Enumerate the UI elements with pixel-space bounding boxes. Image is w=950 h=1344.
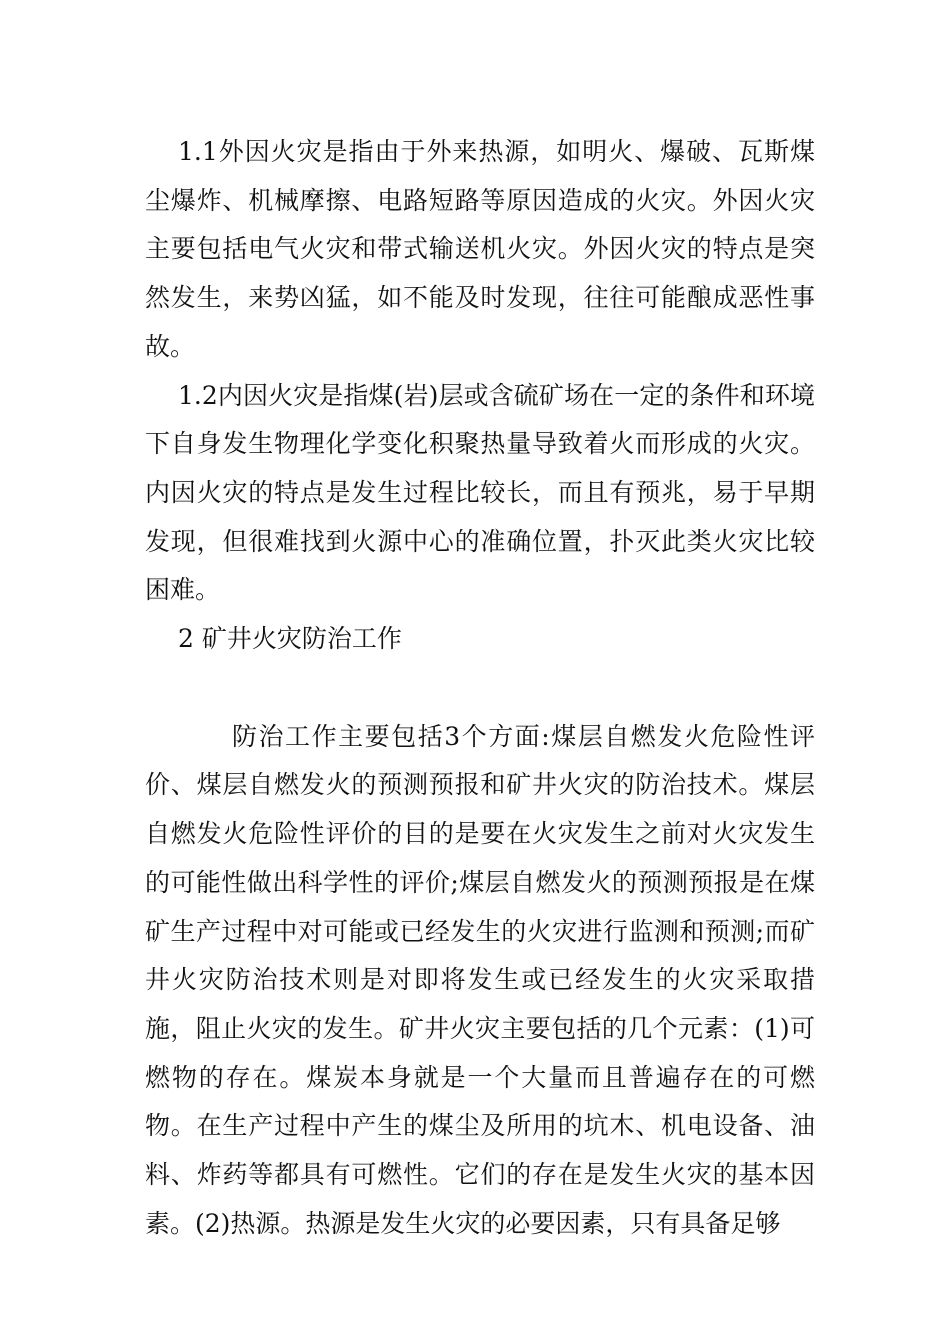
paragraph-prevention-work: 防治工作主要包括3个方面:煤层自燃发火危险性评价、煤层自燃发火的预测预报和矿井火灾的防治技术。煤层自燃发火危险性评价的目的是要在火灾发生之前对火灾发生的可能性做出科学性的评价;煤层自燃发火的预测预报是在煤矿生产过程中对可能或已经发生的火灾进行监测和预测;而矿井火灾防治技术则是对即将发生或已经发生的火灾采取措施，阻止火灾的发生。矿井火灾主要包括的几个元素：(1)可燃物的存在。煤炭本身就是一个大量而且普遍存在的可燃物。在生产过程中产生的煤尘及所用的坑木、机电设备、油料、炸药等都具有可燃性。它们的存在是发生火灾的基本因素。(2)热源。热源是发生火灾的必要因素，只有具备足够 <box>145 721 815 1238</box>
document-body <box>145 128 815 1248</box>
blank-line <box>145 664 815 713</box>
paragraph-internal-fire: 1.2内因火灾是指煤(岩)层或含硫矿场在一定的条件和环境下自身发生物理化学变化积聚热量导致着火而形成的火灾。内因火灾的特点是发生过程比较长，而且有预兆，易于早期发现，但很难找到火源中心的准确位置，扑灭此类火灾比较困难。 <box>145 380 815 605</box>
section-heading: 2 矿井火灾防治工作 <box>178 624 402 654</box>
paragraph-external-fire: 1.1外因火灾是指由于外来热源，如明火、爆破、瓦斯煤尘爆炸、机械摩擦、电路短路等原因造成的火灾。外因火灾主要包括电气火灾和带式输送机火灾。外因火灾的特点是突然发生，来势凶猛，如不能及时发现，往往可能酿成恶性事故。 <box>145 137 815 361</box>
